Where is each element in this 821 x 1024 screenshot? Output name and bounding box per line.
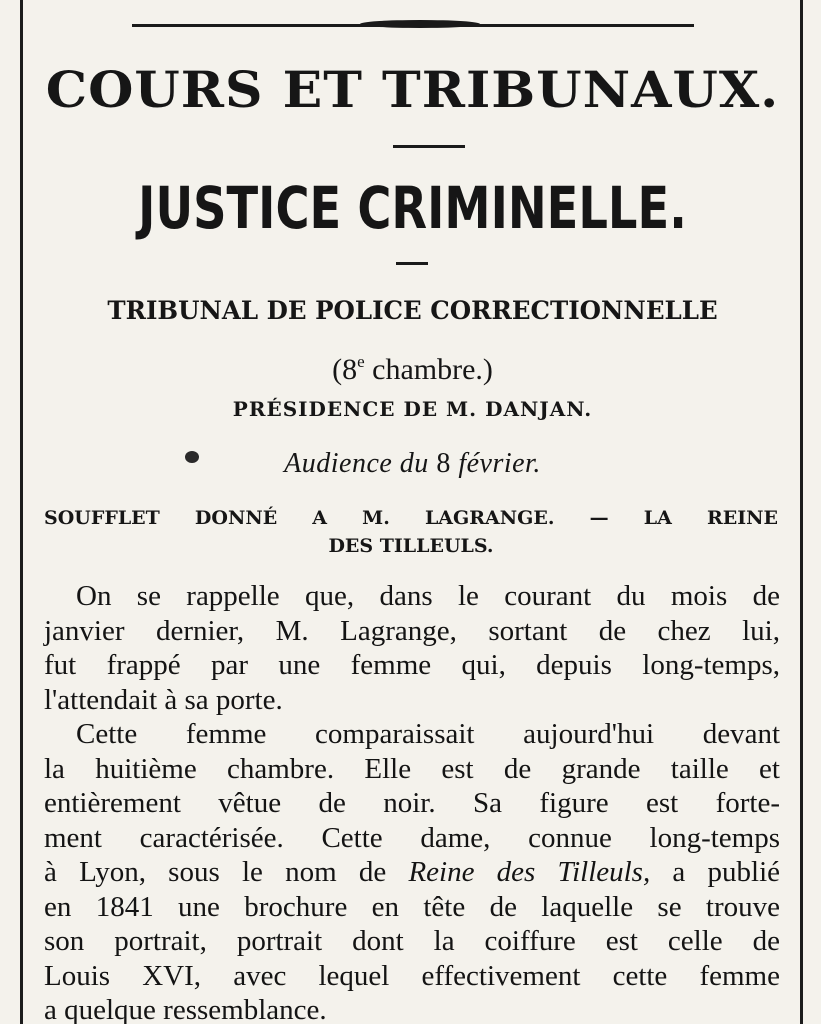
body-line-with-italic bbox=[44, 855, 780, 890]
body-line: en 1841 une brochure en tête de laquelle se trouve bbox=[44, 890, 780, 923]
audience-suffix: février. bbox=[450, 448, 541, 479]
left-column-rule bbox=[20, 0, 23, 1024]
body-line: On se rappelle que, dans le courant du mois de bbox=[76, 580, 780, 612]
main-heading: COURS ET TRIBUNAUX. bbox=[45, 61, 780, 120]
body-line: la huitième chambre. Elle est de grande taille et bbox=[44, 752, 780, 785]
chamber-line bbox=[40, 344, 785, 388]
top-rule-ornament bbox=[360, 20, 480, 28]
body-fragment: à Lyon, sous le nom de bbox=[44, 856, 409, 888]
body-line: janvier dernier, M. Lagrange, sortant de chez lui, bbox=[44, 614, 780, 647]
audience-line bbox=[40, 446, 785, 482]
section-divider bbox=[396, 262, 428, 265]
article-title-line-1: SOUFFLET DONNÉ A M. LAGRANGE. — LA REINE bbox=[44, 507, 778, 529]
body-line: son portrait, portrait dont la coiffure est celle de bbox=[44, 925, 780, 957]
body-line: l'attendait à sa porte. bbox=[44, 683, 283, 716]
body-fragment: a publié bbox=[650, 856, 781, 888]
article-body bbox=[44, 579, 780, 1024]
chamber-ordinal: e bbox=[357, 352, 365, 371]
audience-day: 8 bbox=[436, 448, 451, 479]
chamber-prefix: (8 bbox=[332, 353, 358, 386]
body-line: entièrement vêtue de noir. Sa figure est forte- bbox=[44, 787, 780, 819]
body-line: fut frappé par une femme qui, depuis long-temps, bbox=[44, 649, 780, 681]
right-column-rule bbox=[800, 0, 803, 1024]
body-line: Louis XVI, avec lequel effectivement cette femme bbox=[44, 959, 780, 992]
section-heading: JUSTICE CRIMINELLE. bbox=[138, 174, 687, 242]
court-heading: TRIBUNAL DE POLICE CORRECTIONNELLE bbox=[107, 296, 718, 325]
body-line: a quelque ressemblance. bbox=[44, 994, 327, 1024]
presidence-line: PRÉSIDENCE DE M. DANJAN. bbox=[232, 397, 593, 421]
chamber-suffix: chambre.) bbox=[364, 353, 493, 386]
heading-divider bbox=[393, 145, 465, 148]
body-fragment-italic: Reine des Tilleuls, bbox=[408, 856, 651, 888]
body-line: Cette femme comparaissait aujourd'hui devant bbox=[76, 718, 780, 750]
body-line: ment caractérisée. Cette dame, connue long-temps bbox=[44, 821, 780, 854]
article-title-line-2: DES TILLEULS. bbox=[328, 535, 494, 557]
audience-prefix: Audience du bbox=[284, 448, 437, 479]
article-title bbox=[44, 504, 778, 560]
